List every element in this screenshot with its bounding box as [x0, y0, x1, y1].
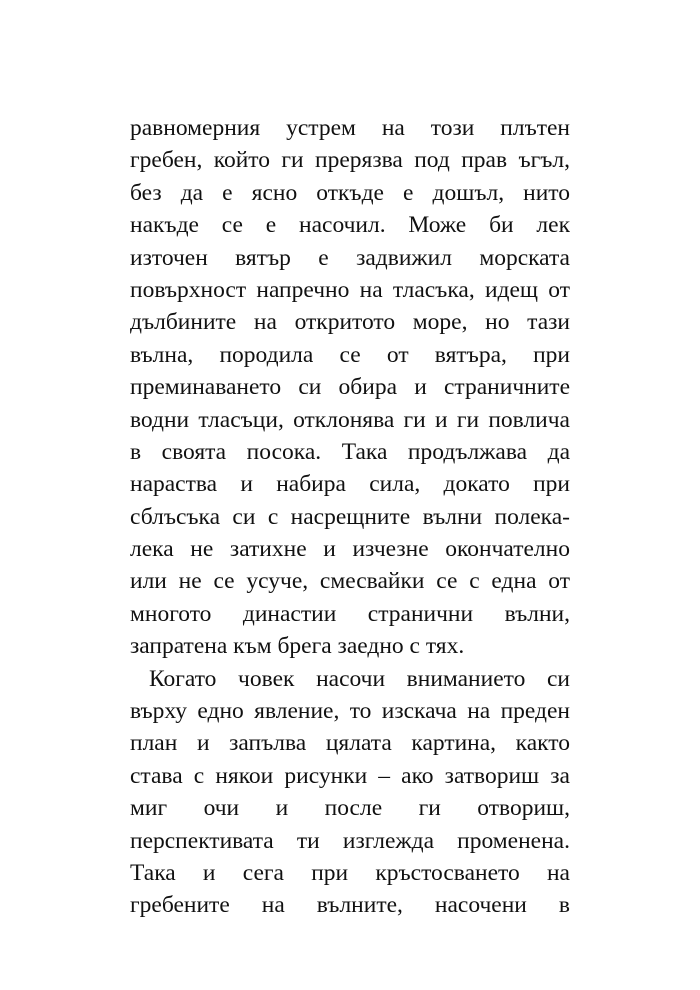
- paragraph-2: [130, 663, 570, 922]
- text-line: без да е ясно откъде е дошъл, нито: [130, 179, 570, 206]
- text-line: вълна, породила се от вятъра, при: [130, 341, 570, 368]
- text-line: лека не затихне и изчезне окончателно: [130, 536, 570, 563]
- text-line: върху едно явление, то изскача на преден: [130, 698, 570, 725]
- text-line: или не се усуче, смесвайки се с една от: [130, 568, 570, 595]
- text-line: Така и сега при кръстосването на: [130, 859, 570, 886]
- text-line: нараства и набира сила, докато при: [130, 471, 570, 498]
- text-line: източен вятър е задвижил морската: [130, 244, 570, 271]
- text-line: план и запълва цялата картина, както: [130, 730, 570, 757]
- text-line: в своята посока. Така продължава да: [130, 438, 570, 465]
- text-line: гребен, който ги прерязва под прав ъгъл,: [130, 147, 570, 174]
- text-line: накъде се е насочил. Може би лек: [130, 212, 570, 239]
- text-line: сблъсъка си с насрещните вълни полека-: [130, 503, 570, 530]
- body-text: [130, 112, 570, 922]
- text-line: миг очи и после ги отвориш,: [130, 795, 570, 822]
- text-line: гребените на вълните, насочени в: [130, 892, 570, 919]
- text-line: става с някои рисунки – ако затвориш за: [130, 762, 570, 789]
- text-line: водни тласъци, отклонява ги и ги повлича: [130, 406, 570, 433]
- text-line: дълбините на откритото море, но тази: [130, 309, 570, 336]
- text-line: Когато човек насочи вниманието си: [149, 665, 570, 692]
- text-line: запратена към брега заедно с тях.: [130, 633, 465, 660]
- text-line: равномерния устрем на този плътен: [130, 115, 570, 141]
- paragraph-1: [130, 112, 570, 663]
- text-line: повърхност напречно на тласъка, идещ от: [130, 276, 570, 303]
- text-line: перспективата ти изглежда променена.: [130, 827, 570, 854]
- text-line: многото династии странични вълни,: [130, 600, 570, 627]
- text-line: преминаването си обира и страничните: [130, 374, 570, 401]
